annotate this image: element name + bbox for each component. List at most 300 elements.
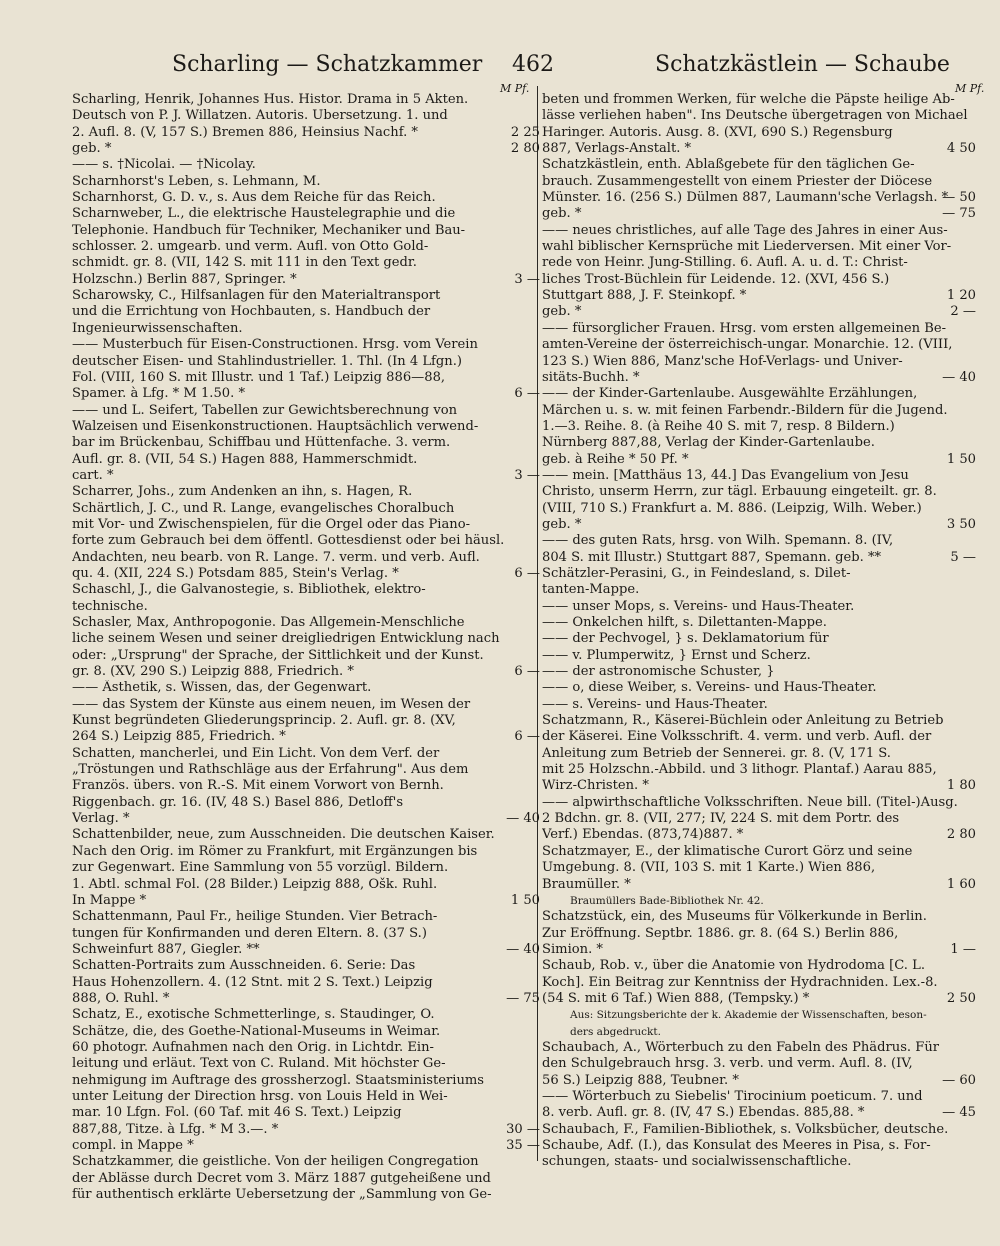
entry-text: 2. Aufl. 8. (V, 157 S.) Bremen 886, Heinsius Nachf. * [72,124,418,140]
entry-text: Andachten, neu bearb. von R. Lange. 7. verm. und verb. Aufl. [72,549,480,565]
entry-text: forte zum Gebrauch bei dem öffentl. Gottesdienst oder bei häusl. [72,533,505,549]
entry-text: Schaschl, J., die Galvanostegie, s. Bibliothek, elektro- [72,582,426,598]
entry-line [72,631,540,647]
entry-text: Anleitung zum Betrieb der Sennerei. gr. 8. (V, 171 S. [542,745,891,761]
price: 1 50 [510,892,540,908]
entry-line [72,926,540,942]
entry-line [542,582,976,598]
entry-text: liches Trost-Büchlein für Leidende. 12. (XVI, 456 S.) [542,271,890,287]
entry-text: 8. verb. Aufl. gr. 8. (IV, 47 S.) Ebendas. 885,88. * [542,1105,865,1121]
price: 1 20 [946,288,976,304]
entry-line [542,1105,976,1121]
entry-line [72,304,540,320]
entry-line [72,762,540,778]
entry-text: oder: „Ursprung" der Sprache, der Sittlichkeit und der Kunst. [72,647,484,663]
price: 1 — [950,941,976,957]
entry-text: Scharnhorst's Leben, s. Lehmann, M. [72,173,321,189]
entry-line [542,680,976,696]
entry-line [72,844,540,860]
entry-text: mit 25 Holzschn.-Abbild. und 3 lithogr. Plantaf.) Aarau 885, [542,762,937,778]
entry-text: Telephonie. Handbuch für Techniker, Mechaniker und Bau- [72,222,466,238]
entry-line [542,125,976,141]
price: — 40 [506,811,540,827]
entry-text: der Käserei. Eine Volksschrift. 4. verm. und verb. Aufl. der [542,729,932,745]
entry-line [542,386,976,402]
entry-text: Schatzstück, ein, des Museums für Völkerkunde in Berlin. [542,909,927,925]
entry-text: Schätzler-Perasini, G., in Feindesland, s. Dilet- [542,565,851,581]
entry-text: 60 photogr. Aufnahmen nach den Orig. in Lichtdr. Ein- [72,1039,434,1055]
entry-line [542,648,976,664]
entry-text: geb. * [542,206,582,222]
entry-line [72,141,540,157]
entry-text: Walzeisen und Eisenkonstructionen. Hauptsächlich verwend- [72,418,479,434]
entry-text: —— Musterbuch für Eisen-Constructionen. Hrsg. vom Verein [72,337,478,353]
entry-line [72,386,540,402]
entry-line [542,909,976,925]
entry-text: Schasler, Max, Anthropogonie. Das Allgemein-Menschliche [72,615,465,630]
entry-text: Schatten, mancherlei, und Ein Licht. Von dem Verf. der [72,745,440,761]
entry-line [542,550,976,566]
price: 3 — [514,271,540,287]
entry-text: Nürnberg 887,88, Verlag der Kinder-Gartenlaube. [542,435,875,451]
entry-text: 2 Bdchn. gr. 8. (VII, 277; IV, 224 S. mit dem Portr. des [542,811,900,827]
entry-line [542,157,976,173]
entry-text: Scharrer, Johs., zum Andenken an ihn, s. Hagen, R. [72,484,413,500]
entry-text: —— fürsorglicher Frauen. Hrsg. vom ersten allgemeinen Be- [542,320,947,336]
entry-text: Scharling, Henrik, Johannes Hus. Histor. Drama in 5 Akten. [72,92,469,107]
entry-line [72,975,540,991]
entry-text: Kunst begründeten Gliederungsprincip. 2. Aufl. gr. 8. (XV, [72,713,456,729]
entry-line [542,827,976,843]
price: — 50 [942,190,976,206]
entry-text: deutscher Eisen- und Stahlindustrieller. 1. Thl. (In 4 Lfgn.) [72,353,462,369]
price: 3 50 [946,516,976,532]
entry-text: tanten-Mappe. [542,582,640,598]
entry-text: geb. * [542,516,582,532]
price: 2 80 [946,827,976,843]
entry-text: Koch]. Ein Beitrag zur Kenntniss der Hydrachniden. Lex.-8. [542,974,938,990]
entry-line [72,1089,540,1105]
entry-text: Riggenbach. gr. 16. (IV, 48 S.) Basel 886, Detloff's [72,794,404,810]
entry-line [72,877,540,893]
entry-text: brauch. Zusammengestellt von einem Priester der Diöcese [542,173,933,189]
entry-line [542,108,976,124]
entry-text: In Mappe * [72,892,147,908]
entry-line [542,1056,976,1072]
entry-text: gr. 8. (XV, 290 S.) Leipzig 888, Friedrich. * [72,664,354,680]
entry-line [72,795,540,811]
entry-line [542,1089,976,1105]
entry-line [542,795,976,811]
entry-text: Schaube, Adf. (I.), das Konsulat des Meeres in Pisa, s. For- [542,1138,931,1153]
price: 2 — [950,304,976,320]
page-number: 462 [512,52,554,77]
entry-text: (VIII, 710 S.) Frankfurt a. M. 886. (Leipzig, Wilh. Weber.) [542,500,922,516]
price: 2 80 [510,141,540,157]
entry-text: 1.—3. Reihe. 8. (à Reihe 40 S. mit 7, resp. 8 Bildern.) [542,418,895,434]
entry-text: Holzschn.) Berlin 887, Springer. * [72,271,297,287]
entry-line [542,484,976,500]
entry-text: Braumüller. * [542,876,631,892]
entry-line [542,321,976,337]
entry-line [542,354,976,370]
entry-line [72,288,540,304]
entry-line [72,778,540,794]
entry-text: Wirz-Christen. * [542,778,649,794]
entry-line [542,501,976,517]
entry-text: geb. à Reihe * 50 Pf. * [542,451,689,467]
price-column-label-left: M Pf. [500,82,530,95]
entry-line [72,452,540,468]
entry-text: qu. 4. (XII, 224 S.) Potsdam 885, Stein's Verlag. * [72,565,399,581]
entry-text: leitung und erläut. Text von C. Ruland. Mit höchster Ge- [72,1056,446,1072]
entry-text: Münster. 16. (256 S.) Dülmen 887, Laumann'sche Verlagsh. * [542,190,949,206]
entry-text: liche seinem Wesen und seiner dreigliedrigen Entwicklung nach [72,631,500,647]
entry-line [72,664,540,680]
entry-line [542,599,976,615]
entry-line [72,746,540,762]
entry-text: Französ. übers. von R.-S. Mit einem Vorwort von Bernh. [72,778,444,794]
entry-text: Scharnhorst, G. D. v., s. Aus dem Reiche für das Reich. [72,190,436,206]
entry-text: 888, O. Ruhl. * [72,990,170,1006]
entry-line [72,1073,540,1089]
entry-line [72,582,540,598]
entry-line [72,1056,540,1072]
price: — 75 [506,990,540,1006]
entry-text: tungen für Konfirmanden und deren Eltern. 8. (37 S.) [72,925,427,941]
entry-line [72,648,540,664]
entry-line [72,354,540,370]
entry-line [542,1154,976,1170]
entry-text: Christo, unserm Herrn, zur tägl. Erbauung eingeteilt. gr. 8. [542,484,937,500]
entry-line [72,157,540,173]
entry-line [542,811,976,827]
entry-line [542,1007,976,1023]
entry-text: Haus Hohenzollern. 4. (12 Stnt. mit 2 S. Text.) Leipzig [72,974,433,990]
entry-line [72,550,540,566]
entry-line [542,991,976,1007]
entry-text: 887, Verlags-Anstalt. * [542,141,692,157]
entry-text: schmidt. gr. 8. (VII, 142 S. mit 111 in den Text gedr. [72,255,417,271]
entry-line [72,321,540,337]
entry-line [72,1024,540,1040]
entry-line [542,893,976,909]
entry-text: —— Onkelchen hilft, s. Dilettanten-Mappe. [542,615,827,630]
entry-line [72,419,540,435]
entry-text: Schweinfurt 887, Giegler. ** [72,941,260,957]
entry-text: 1. Abtl. schmal Fol. (28 Bilder.) Leipzig 888, Ošk. Ruhl. [72,876,438,892]
entry-text: —— der Pechvogel, } s. Deklamatorium für [542,631,829,647]
price: 4 50 [946,141,976,157]
entry-line [542,860,976,876]
left-column [72,92,540,1203]
entry-text: —— Wörterbuch zu Siebelis' Tirocinium poeticum. 7. und [542,1088,923,1104]
entry-text: Schätze, die, des Goethe-National-Museums in Weimar. [72,1023,441,1039]
entry-text: Schaub, Rob. v., über die Anatomie von Hydrodoma [C. L. [542,958,925,974]
entry-line [542,190,976,206]
entry-text: nehmigung im Auftrage des grossherzogl. Staatsministeriums [72,1072,485,1088]
entry-line [542,566,976,582]
entry-text: 56 S.) Leipzig 888, Teubner. * [542,1072,739,1088]
entry-text: Verlag. * [72,811,130,827]
price: 3 — [514,467,540,483]
price: 2 25 [510,124,540,140]
entry-text: —— neues christliches, auf alle Tage des Jahres in einer Aus- [542,222,948,238]
entry-line [72,958,540,974]
price: 5 — [950,549,976,565]
entry-line [542,1040,976,1056]
entry-line [542,92,976,108]
entry-text: Haringer. Autoris. Ausg. 8. (XVI, 690 S.) Regensburg [542,124,893,140]
entry-text: —— der astronomische Schuster, } [542,664,775,680]
price: 6 — [514,729,540,745]
entry-line [542,713,976,729]
entry-text: —— v. Plumperwitz, } Ernst und Scherz. [542,647,811,663]
price: 6 — [514,565,540,581]
price: — 60 [942,1072,976,1088]
entry-line [72,1040,540,1056]
entry-line [542,304,976,320]
entry-text: Schatz, E., exotische Schmetterlinge, s. Staudinger, O. [72,1007,435,1023]
entry-line [542,664,976,680]
entry-line [72,599,540,615]
entry-line [72,827,540,843]
entry-line [72,255,540,271]
entry-text: Scharowsky, C., Hilfsanlagen für den Materialtransport [72,288,441,304]
entry-text: (54 S. mit 6 Taf.) Wien 888, (Tempsky.) * [542,990,810,1006]
entry-text: mit Vor- und Zwischenspielen, für die Orgel oder das Piano- [72,516,471,532]
entry-line [72,1138,540,1154]
entry-line [542,942,976,958]
entry-line [542,533,976,549]
entry-text: —— des guten Rats, hrsg. von Wilh. Spemann. 8. (IV, [542,533,894,549]
price: 30 — [506,1121,540,1137]
entry-line [542,877,976,893]
entry-text: amten-Vereine der österreichisch-ungar. Monarchie. 12. (VIII, [542,337,953,353]
entry-text: —— o, diese Weiber, s. Vereins- und Haus-Theater. [542,680,877,696]
entry-line [542,975,976,991]
entry-text: Schatzmayer, E., der klimatische Curort Görz und seine [542,843,913,859]
entry-text: beten und frommen Werken, für welche die Päpste heilige Ab- [542,92,955,107]
entry-text: 804 S. mit Illustr.) Stuttgart 887, Spemann. geb. ** [542,549,882,565]
entry-line [72,501,540,517]
entry-line [72,190,540,206]
entry-line [542,1024,976,1040]
entry-line [72,517,540,533]
header-left-title: Scharling — Schatzkammer [172,52,483,77]
entry-line [72,108,540,124]
entry-line [72,206,540,222]
entry-line [72,223,540,239]
entry-line [542,452,976,468]
entry-text: Scharnweber, L., die elektrische Haustelegraphie und die [72,206,456,222]
entry-line [72,942,540,958]
entry-line [542,926,976,942]
entry-text: Schaubach, A., Wörterbuch zu den Fabeln des Phädrus. Für [542,1039,940,1055]
entry-text: bar im Brückenbau, Schiffbau und Hüttenfache. 3. verm. [72,435,451,451]
entry-text: wahl biblischer Kernsprüche mit Liederversen. Mit einer Vor- [542,239,952,255]
entry-line [72,909,540,925]
entry-text: den Schulgebrauch hrsg. 3. verb. und verm. Aufl. 8. (IV, [542,1056,913,1072]
entry-text: Umgebung. 8. (VII, 103 S. mit 1 Karte.) Wien 886, [542,860,876,876]
entry-text: Schatzmann, R., Käserei-Büchlein oder Anleitung zu Betrieb [542,713,944,729]
entry-text: —— Ästhetik, s. Wissen, das, der Gegenwart. [72,680,372,696]
entry-line [72,615,540,631]
entry-line [72,697,540,713]
entry-line [72,1105,540,1121]
entry-text: Braumüllers Bade-Bibliothek Nr. 42. [570,894,764,907]
entry-line [72,174,540,190]
entry-text: geb. * [542,304,582,320]
entry-line [72,1154,540,1170]
entry-text: unter Leitung der Direction hrsg. von Louis Held in Wei- [72,1088,448,1104]
entry-line [72,729,540,745]
price: 1 50 [946,451,976,467]
price: 2 50 [946,990,976,1006]
entry-text: für authentisch erklärte Uebersetzung der „Sammlung von Ge- [72,1187,492,1203]
entry-line [542,435,976,451]
entry-text: schlosser. 2. umgearb. und verm. Aufl. von Otto Gold- [72,239,429,255]
entry-text: 887,88, Titze. à Lfg. * M 3.—. * [72,1121,279,1137]
entry-line [542,223,976,239]
entry-text: Schatten-Portraits zum Ausschneiden. 6. Serie: Das [72,958,416,974]
entry-line [542,1122,976,1138]
entry-text: Verf.) Ebendas. (873,74)887. * [542,827,744,843]
entry-line [72,1171,540,1187]
entry-line [542,1073,976,1089]
header-right-title: Schatzkästlein — Schaube [655,52,950,77]
entry-text: —— das System der Künste aus einem neuen, im Wesen der [72,696,471,712]
price-column-label-right: M Pf. [955,82,985,95]
entry-text: technische. [72,598,148,614]
entry-text: Märchen u. s. w. mit feinen Farbendr.-Bildern für die Jugend. [542,402,948,418]
entry-line [542,1138,976,1154]
entry-line [72,272,540,288]
entry-text: ders abgedruckt. [570,1025,661,1038]
entry-line [542,272,976,288]
entry-line [72,484,540,500]
entry-text: der Ablässe durch Decret vom 3. März 1887 gutgeheißene und [72,1170,491,1186]
entry-text: Fol. (VIII, 160 S. mit Illustr. und 1 Taf.) Leipzig 886—88, [72,369,446,385]
entry-text: zur Gegenwart. Eine Sammlung von 55 vorzügl. Bildern. [72,860,449,876]
price: 1 60 [946,876,976,892]
entry-line [542,141,976,157]
entry-line [72,713,540,729]
entry-line [542,370,976,386]
entry-text: mar. 10 Lfgn. Fol. (60 Taf. mit 46 S. Text.) Leipzig [72,1105,402,1121]
entry-line [72,811,540,827]
price: 6 — [514,386,540,402]
entry-line [72,566,540,582]
entry-text: rede von Heinr. Jung-Stilling. 6. Aufl. A. u. d. T.: Christ- [542,255,908,271]
entry-text: Stuttgart 888, J. F. Steinkopf. * [542,288,747,304]
entry-line [72,239,540,255]
entry-line [72,1122,540,1138]
entry-text: compl. in Mappe * [72,1138,194,1153]
entry-text: —— unser Mops, s. Vereins- und Haus-Theater. [542,598,855,614]
entry-text: Schattenmann, Paul Fr., heilige Stunden. Vier Betrach- [72,909,438,925]
entry-text: geb. * [72,141,112,157]
entry-text: Simion. * [542,941,603,957]
entry-line [72,533,540,549]
entry-text: cart. * [72,467,114,483]
entry-line [542,288,976,304]
entry-text: Schatzkammer, die geistliche. Von der heiligen Congregation [72,1154,479,1170]
entry-line [72,893,540,909]
entry-line [542,697,976,713]
entry-text: Spamer. à Lfg. * M 1.50. * [72,386,245,402]
entry-text: Nach den Orig. im Römer zu Frankfurt, mit Ergänzungen bis [72,843,478,859]
entry-text: —— der Kinder-Gartenlaube. Ausgewählte Erzählungen, [542,386,918,402]
entry-text: —— alpwirthschaftliche Volksschriften. Neue bill. (Titel-)Ausg. [542,794,958,810]
entry-line [542,746,976,762]
entry-line [72,468,540,484]
entry-line [542,778,976,794]
entry-line [542,517,976,533]
price: — 40 [506,941,540,957]
entry-line [72,370,540,386]
entry-text: 264 S.) Leipzig 885, Friedrich. * [72,729,286,745]
right-column [542,92,976,1171]
entry-text: und die Errichtung von Hochbauten, s. Handbuch der [72,304,431,320]
entry-line [542,206,976,222]
entry-line [72,860,540,876]
entry-line [542,729,976,745]
entry-line [542,403,976,419]
entry-line [542,419,976,435]
price: 35 — [506,1138,540,1153]
entry-line [542,762,976,778]
entry-line [542,337,976,353]
entry-line [72,680,540,696]
entry-text: sitäts-Buchh. * [542,369,640,385]
entry-text: 123 S.) Wien 886, Manz'sche Hof-Verlags- und Univer- [542,353,903,369]
entry-text: lässe verliehen haben". Ins Deutsche übergetragen von Michael [542,108,968,124]
entry-text: Deutsch von P. J. Willatzen. Autoris. Übersetzung. 1. und [72,108,448,124]
entry-text: Ingenieurwissenschaften. [72,320,243,336]
entry-text: —— und L. Seifert, Tabellen zur Gewichtsberechnung von [72,402,458,418]
entry-text: „Tröstungen und Rathschläge aus der Erfahrung". Aus dem [72,762,469,778]
entry-line [72,991,540,1007]
entry-text: Schärtlich, J. C., und R. Lange, evangelisches Choralbuch [72,500,455,516]
price: 6 — [514,664,540,680]
entry-line [542,958,976,974]
entry-line [72,125,540,141]
entry-text: Schattenbilder, neue, zum Ausschneiden. Die deutschen Kaiser. [72,827,495,843]
entry-line [542,239,976,255]
entry-line [542,468,976,484]
entry-line [72,337,540,353]
entry-text: Aufl. gr. 8. (VII, 54 S.) Hagen 888, Hammerschmidt. [72,451,418,467]
entry-text: Schatzkästlein, enth. Ablaßgebete für den täglichen Ge- [542,157,915,173]
entry-line [542,174,976,190]
entry-text: —— s. †Nicolai. — †Nicolay. [72,157,256,173]
entry-line [72,1007,540,1023]
entry-line [72,92,540,108]
entry-text: Zur Eröffnung. Septbr. 1886. gr. 8. (64 S.) Berlin 886, [542,925,899,941]
entry-text: —— mein. [Matthäus 13, 44.] Das Evangelium von Jesu [542,467,909,483]
entry-line [542,631,976,647]
entry-line [542,844,976,860]
entry-line [72,1187,540,1203]
price: — 45 [942,1105,976,1121]
entry-line [542,615,976,631]
entry-line [542,255,976,271]
price: — 40 [942,369,976,385]
price: — 75 [942,206,976,222]
entry-text: Aus: Sitzungsberichte der k. Akademie der Wissenschaften, beson- [570,1009,927,1022]
entry-text: Schaubach, F., Familien-Bibliothek, s. Volksbücher, deutsche. [542,1121,949,1137]
